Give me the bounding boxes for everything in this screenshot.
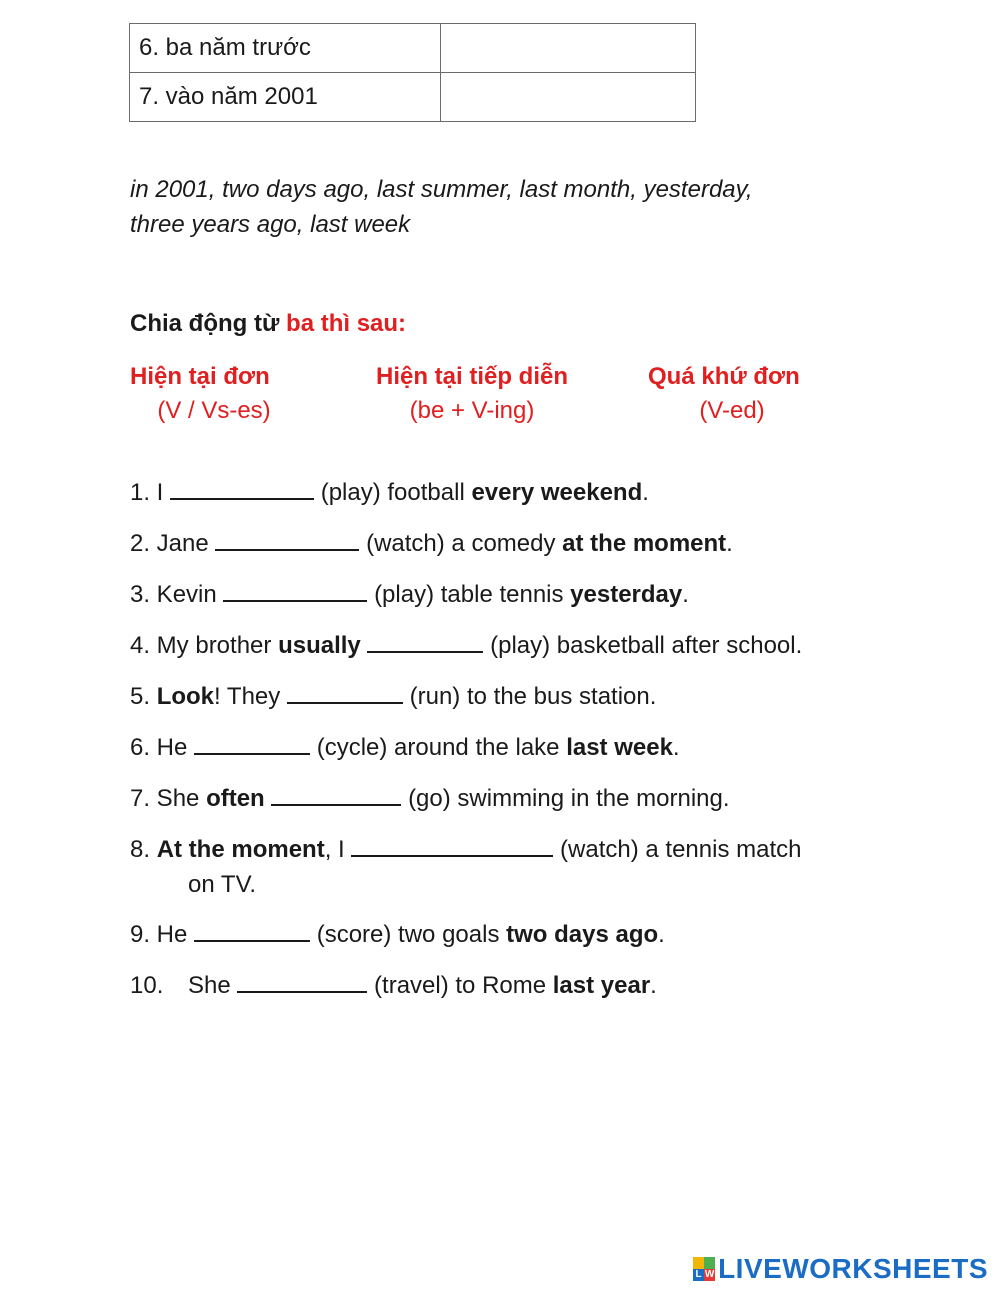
question-number: 4. My brother xyxy=(130,632,272,659)
answer-blank[interactable] xyxy=(367,629,483,653)
brand-name: LIVEWORKSHEETS xyxy=(718,1253,988,1284)
table-prompt-cell: 6. ba năm trước xyxy=(130,24,441,73)
question-item xyxy=(130,968,657,1003)
question-number: 9. He xyxy=(130,921,188,948)
table-row xyxy=(130,73,696,122)
tense-simple-past xyxy=(648,360,816,428)
question-number: 3. Kevin xyxy=(130,581,217,608)
question-number: 6. He xyxy=(130,734,188,761)
answer-blank[interactable] xyxy=(170,476,314,500)
question-number: 1. I xyxy=(130,479,164,506)
time-marker: last week xyxy=(566,734,673,761)
answer-blank[interactable] xyxy=(271,782,401,806)
question-item xyxy=(130,781,730,816)
question-text: (watch) a tennis match xyxy=(560,836,802,863)
question-text: (cycle) around the lake xyxy=(316,734,560,761)
answer-blank[interactable] xyxy=(351,833,553,857)
question-text: (play) basketball after school. xyxy=(490,632,803,659)
answer-blank[interactable] xyxy=(287,680,403,704)
question-text: (score) two goals xyxy=(316,921,500,948)
question-continuation: on TV. xyxy=(188,871,257,898)
answer-blank[interactable] xyxy=(194,918,310,942)
liveworksheets-logo xyxy=(693,1252,988,1286)
question-text: (travel) to Rome xyxy=(374,972,547,999)
table-answer-cell[interactable] xyxy=(441,73,696,122)
time-marker: yesterday xyxy=(570,581,683,608)
question-subject: , I xyxy=(324,836,345,863)
tense-name: Hiện tại tiếp diễn xyxy=(375,363,569,390)
instruction-highlight: ba thì sau: xyxy=(286,310,407,337)
table-answer-cell[interactable] xyxy=(441,24,696,73)
tense-formula: (V-ed) xyxy=(699,397,765,424)
question-item xyxy=(130,679,656,714)
instruction-heading xyxy=(130,310,406,338)
question-end: . xyxy=(726,530,733,557)
time-marker: last year xyxy=(552,972,651,999)
question-item xyxy=(130,832,860,902)
frequency-adverb: usually xyxy=(278,632,361,659)
question-text: (play) table tennis xyxy=(374,581,564,608)
tense-name: Quá khứ đơn xyxy=(648,363,800,390)
question-item xyxy=(130,577,689,612)
tense-formula: (be + V-ing) xyxy=(409,397,535,424)
tense-simple-present xyxy=(130,360,298,428)
word-bank xyxy=(130,172,850,242)
question-end: . xyxy=(642,479,649,506)
question-text: (watch) a comedy xyxy=(366,530,556,557)
word-bank-line: in 2001, two days ago, last summer, last month, yesterday, xyxy=(130,176,753,203)
question-end: . xyxy=(682,581,689,608)
tense-formula: (V / Vs-es) xyxy=(157,397,271,424)
question-item xyxy=(130,526,733,561)
table-row xyxy=(130,24,696,73)
answer-blank[interactable] xyxy=(194,731,310,755)
question-number: 5. xyxy=(130,683,151,710)
time-expression-table xyxy=(129,23,696,122)
question-end: . xyxy=(650,972,657,999)
question-end: . xyxy=(672,734,680,761)
answer-blank[interactable] xyxy=(237,969,367,993)
question-number: 8. xyxy=(130,836,151,863)
frequency-adverb: often xyxy=(206,785,265,812)
question-item xyxy=(130,730,680,765)
answer-blank[interactable] xyxy=(215,527,359,551)
question-item xyxy=(130,917,665,952)
instruction-prefix: Chia động từ xyxy=(130,310,280,337)
question-number: 10. xyxy=(130,972,164,999)
table-prompt-cell: 7. vào năm 2001 xyxy=(130,73,441,122)
time-marker: At the moment xyxy=(156,836,325,863)
question-subject: She xyxy=(188,972,231,999)
question-item xyxy=(130,628,802,663)
tense-name: Hiện tại đơn xyxy=(130,363,270,390)
question-item xyxy=(130,475,649,510)
answer-blank[interactable] xyxy=(223,578,367,602)
question-number: 2. Jane xyxy=(130,530,209,557)
time-marker: two days ago xyxy=(506,921,659,948)
signal-word: Look xyxy=(156,683,215,710)
question-end: . xyxy=(658,921,665,948)
word-bank-line: three years ago, last week xyxy=(130,211,411,238)
liveworksheets-mark-icon: L W xyxy=(693,1257,715,1281)
time-marker: every weekend xyxy=(471,479,643,506)
question-subject: ! They xyxy=(214,683,281,710)
tense-present-continuous xyxy=(360,360,584,428)
question-text: (run) to the bus station. xyxy=(409,683,657,710)
question-number: 7. She xyxy=(130,785,200,812)
question-text: (play) football xyxy=(320,479,465,506)
question-text: (go) swimming in the morning. xyxy=(408,785,730,812)
time-marker: at the moment xyxy=(562,530,727,557)
